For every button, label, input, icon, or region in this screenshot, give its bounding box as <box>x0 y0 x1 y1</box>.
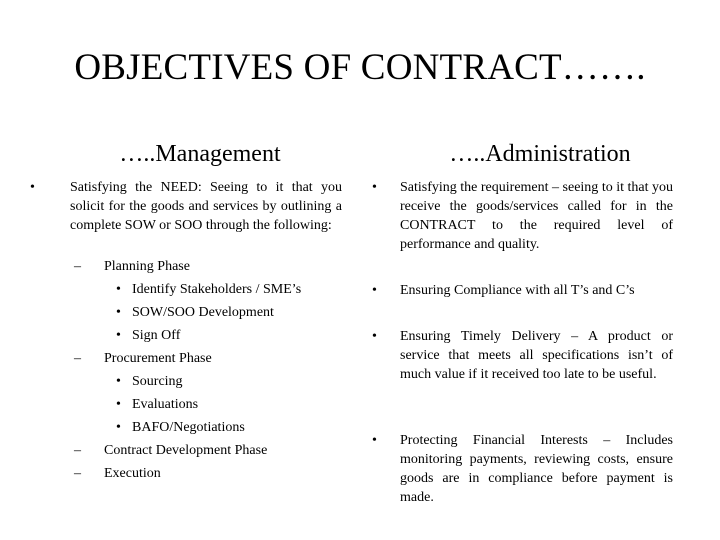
phase-label: Procurement Phase <box>104 351 212 366</box>
phase-execution <box>74 464 161 483</box>
phase-item-label: BAFO/Negotiations <box>132 420 245 435</box>
bullet-marker: • <box>372 433 377 448</box>
management-bullet-text: Satisfying the NEED: Seeing to it that you solicit for the goods and services by outlining a complete SOW or SOO through the following: <box>70 180 342 233</box>
management-heading: …..Management <box>119 141 281 167</box>
bullet-marker: • <box>116 328 121 343</box>
bullet-marker: • <box>372 283 377 298</box>
bullet-marker: • <box>116 305 121 320</box>
bullet-marker: • <box>116 374 121 389</box>
administration-bullet-text: Satisfying the requirement – seeing to it that you receive the goods/services called for in the CONTRACT to the required level of performance and quality. <box>400 180 673 252</box>
planning-item <box>116 303 274 322</box>
slide-title: OBJECTIVES OF CONTRACT……. <box>74 47 646 88</box>
bullet-marker: • <box>116 420 121 435</box>
phase-item-label: Sourcing <box>132 374 183 389</box>
phase-label: Contract Development Phase <box>104 443 268 458</box>
procurement-item <box>116 395 198 414</box>
administration-heading: …..Administration <box>449 141 631 167</box>
phase-label: Execution <box>104 466 161 481</box>
bullet-marker: • <box>372 329 377 344</box>
phase-item-label: Evaluations <box>132 397 199 412</box>
dash-marker: – <box>74 443 81 458</box>
phase-item-label: SOW/SOO Development <box>132 305 274 320</box>
dash-marker: – <box>74 466 81 481</box>
planning-item <box>116 280 301 299</box>
procurement-item <box>116 418 245 437</box>
administration-bullet-text: Protecting Financial Interests – Includes monitoring payments, reviewing costs, ensure goods are in compliance before payment is made. <box>400 433 673 505</box>
planning-item <box>116 326 180 345</box>
phase-label: Planning Phase <box>104 259 190 274</box>
procurement-item <box>116 372 183 391</box>
dash-marker: – <box>74 259 81 274</box>
phase-item-label: Sign Off <box>132 328 181 343</box>
administration-bullet-text: Ensuring Compliance with all T’s and C’s <box>400 283 635 298</box>
phase-item-label: Identify Stakeholders / SME’s <box>132 282 302 297</box>
phase-procurement <box>74 349 212 368</box>
bullet-marker: • <box>372 180 377 195</box>
administration-bullet-text: Ensuring Timely Delivery – A product or service that meets all specifications isn’t of much value if it received too late to be useful. <box>400 329 673 382</box>
bullet-marker: • <box>116 282 121 297</box>
bullet-marker: • <box>116 397 121 412</box>
phase-contract-development <box>74 441 267 460</box>
bullet-marker: • <box>30 180 35 195</box>
dash-marker: – <box>74 351 81 366</box>
phase-planning <box>74 257 190 276</box>
